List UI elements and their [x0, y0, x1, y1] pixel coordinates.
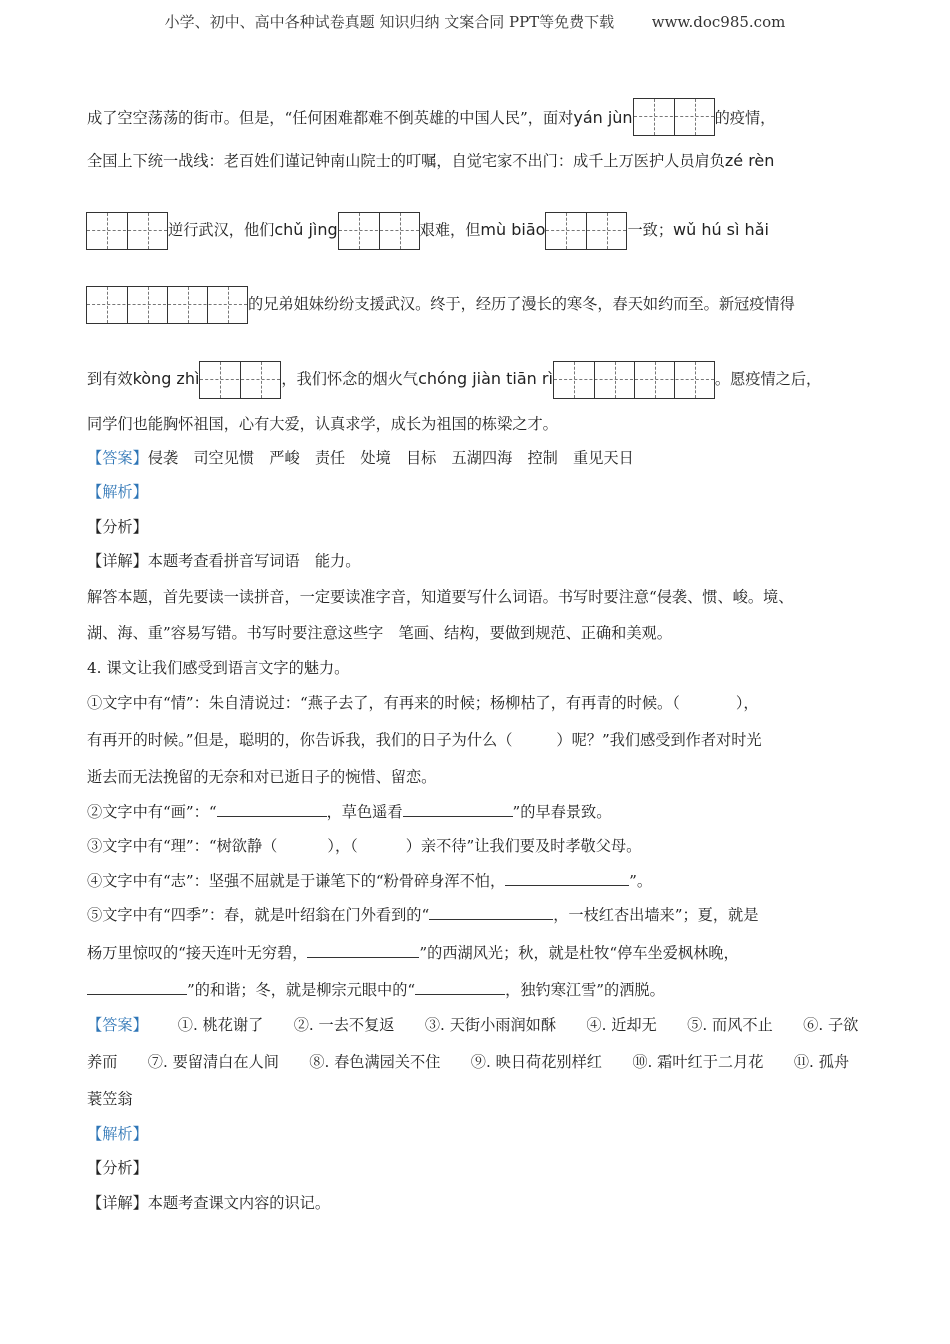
- q4-jiexi: 【解析】: [87, 1125, 148, 1143]
- q4-p3: ③文字中有“理”：“树欲静（ ），（ ）亲不待”让我们要及时孝敬父母。: [87, 837, 642, 855]
- q4-p5-line2: 杨万里惊叹的“接天连叶无穷碧， ”的西湖风光；秋，就是杜牧“停车坐爱枫林晚，: [87, 941, 739, 965]
- blank[interactable]: [307, 941, 419, 958]
- q3-answer: 【答案】侵袭 司空见惯 严峻 责任 处境 目标 五湖四海 控制 重见天日: [87, 449, 634, 467]
- pinyin: chóng jiàn tiān rì: [418, 369, 553, 388]
- q4-p5-line1: ⑤文字中有“四季”：春，就是叶绍翁在门外看到的“ ，一枝红杏出墙来”；夏，就是: [87, 903, 758, 927]
- writing-grid[interactable]: [86, 212, 168, 250]
- blank[interactable]: [403, 800, 513, 817]
- q3-detail: 【详解】本题考查看拼音写词语 能力。: [87, 552, 361, 570]
- writing-grid[interactable]: [545, 212, 627, 250]
- writing-grid[interactable]: [338, 212, 420, 250]
- q3-explain-1: 解答本题，首先要读一读拼音，一定要读准字音，知道要写什么词语。书写时要注意“侵袭、惯、峻。境、: [87, 588, 794, 606]
- writing-grid[interactable]: [553, 361, 715, 399]
- pinyin: kòng zhì: [132, 369, 200, 388]
- q3-line-6: 同学们也能胸怀祖国，心有大爱，认真求学，成长为祖国的栋梁之才。: [87, 415, 558, 433]
- q3-line-1: 成了空空荡荡的街市。但是，“任何困难都难不倒英雄的中国人民”，面对yán jùn 的疫情，: [87, 100, 775, 124]
- q3-fenxi: 【分析】: [87, 518, 148, 536]
- q4-fenxi: 【分析】: [87, 1159, 148, 1177]
- writing-grid[interactable]: [633, 98, 715, 136]
- blank[interactable]: [505, 869, 629, 886]
- header-text: 小学、初中、高中各种试卷真题 知识归纳 文案合同 PPT等免费下载: [164, 13, 615, 31]
- header-site: www.doc985.com: [651, 13, 786, 31]
- q3-explain-2: 湖、海、重”容易写错。书写时要注意这些字 笔画、结构，要做到规范、正确和美观。: [87, 624, 672, 642]
- pinyin: yán jùn: [573, 108, 633, 127]
- q4-p1-line2: 有再开的时候。”但是，聪明的，你告诉我，我们的日子为什么（ ）呢？”我们感受到作者对时光: [87, 731, 762, 749]
- q4-answer-line2: 养而 ⑦. 要留清白在人间 ⑧. 春色满园关不住 ⑨. 映日荷花别样红 ⑩. 霜叶红于二月花 ⑪. 孤舟: [87, 1053, 850, 1071]
- blank[interactable]: [415, 978, 505, 995]
- q4-answer-line1: 【答案】 ①. 桃花谢了 ②. 一去不复返 ③. 天街小雨润如酥 ④. 近却无 ⑤. 而风不止 ⑥. 子欲: [87, 1016, 859, 1034]
- q4-p1-line3: 逝去而无法挽留的无奈和对已逝日子的惋惜、留恋。: [87, 768, 437, 786]
- blank[interactable]: [217, 800, 327, 817]
- pinyin: wǔ hú sì hǎi: [673, 220, 769, 239]
- pinyin: zé rèn: [724, 151, 775, 170]
- q4-title: 4. 课文让我们感受到语言文字的魅力。: [87, 659, 350, 677]
- answer-label: 【答案】: [87, 1016, 148, 1034]
- page-header: [0, 11, 950, 32]
- q4-answer-line3: 蓑笠翁: [87, 1090, 133, 1108]
- answer-label: 【答案】: [87, 449, 148, 467]
- q3-line-5: 到有效kòng zhì ，我们怀念的烟火气chóng jiàn tiān rì 。愿疫情之后，: [87, 361, 821, 385]
- pinyin: mù biāo: [480, 220, 546, 239]
- q3-line-2: 全国上下统一战线：老百姓们谨记钟南山院士的叮嘱，自觉宅家不出门：成千上万医护人员肩负zé rèn: [87, 151, 775, 170]
- q4-p1-line1: ①文字中有“情”：朱自清说过：“燕子去了，有再来的时候；杨柳枯了，有再青的时候。（ ），: [87, 694, 759, 712]
- q3-line-3: 逆行武汉，他们chǔ jìng 艰难，但mù biāo 一致；wǔ hú sì hǎi: [86, 212, 769, 236]
- blank[interactable]: [429, 903, 553, 920]
- q4-p2: ②文字中有“画”：“ ，草色遥看 ”的早春景致。: [87, 800, 611, 824]
- q4-p4: ④文字中有“志”：坚强不屈就是于谦笔下的“粉骨碎身浑不怕， ”。: [87, 869, 652, 893]
- q3-line-4: 的兄弟姐妹纷纷支援武汉。终于，经历了漫长的寒冬，春天如约而至。新冠疫情得: [86, 286, 795, 310]
- pinyin: chǔ jìng: [274, 220, 338, 239]
- blank[interactable]: [87, 978, 187, 995]
- q3-jiexi: 【解析】: [87, 483, 148, 501]
- q4-p5-line3: ”的和谐；冬，就是柳宗元眼中的“ ，独钓寒江雪”的洒脱。: [87, 978, 665, 1002]
- writing-grid[interactable]: [86, 286, 248, 324]
- writing-grid[interactable]: [199, 361, 281, 399]
- q4-detail: 【详解】本题考查课文内容的识记。: [87, 1194, 330, 1212]
